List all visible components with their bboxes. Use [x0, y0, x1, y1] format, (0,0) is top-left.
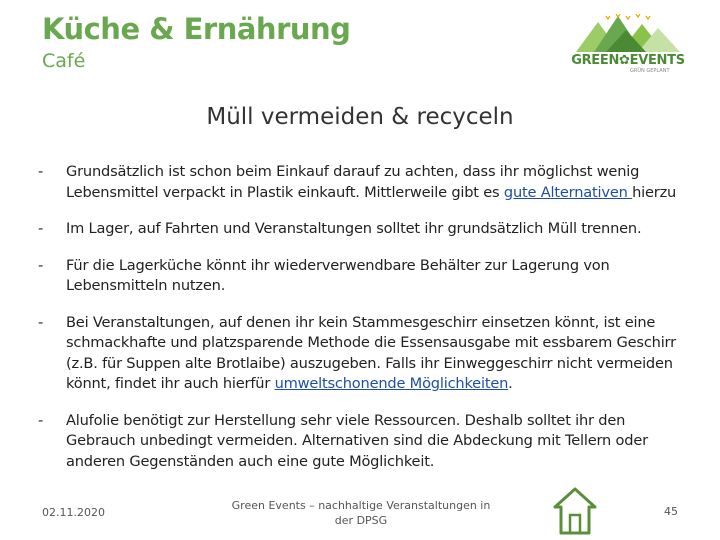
bullet-dash: - — [38, 163, 44, 180]
bullet-dash: - — [38, 411, 44, 429]
bullet-text-end: hierzu — [632, 183, 677, 201]
green-events-logo — [556, 14, 696, 76]
link-umweltschonende-moeglichkeiten[interactable]: umweltschonende Möglichkeiten — [274, 375, 509, 392]
page-subtitle: Café — [42, 50, 86, 72]
slide-heading: Müll vermeiden & recyceln — [206, 104, 514, 130]
page-title: Küche & Ernährung — [42, 12, 351, 46]
bullet-item — [38, 411, 678, 473]
bullet-item — [38, 162, 678, 203]
bullet-text: Alufolie benötigt zur Herstellung sehr viele Ressourcen. Deshalb solltet ihr den Gebrauch unbedingt vermeiden. Alternativen sind die Abdeckung mit Tellern oder anderen Gegenständen auch eine gute Möglichkeit. — [66, 411, 648, 470]
link-gute-alternativen[interactable]: gute Alternativen — [503, 183, 633, 201]
logo-wordmark: GREEN✿EVENTS — [571, 53, 685, 68]
mountains-logo-icon — [576, 14, 680, 52]
page-number: 45 — [664, 505, 678, 518]
bullet-dash: - — [38, 220, 44, 237]
footer-text: Green Events – nachhaltige Veranstaltungen in der DPSG — [231, 499, 491, 527]
bullet-text: Grundsätzlich ist schon beim Einkauf darauf zu achten, dass ihr möglichst wenig Lebensmittel verpackt in Plastik einkauft. Mittlerweile gibt es — [66, 163, 640, 201]
bullet-item — [38, 256, 678, 297]
bullet-item — [38, 313, 678, 395]
bullet-text: Bei Veranstaltungen, auf denen ihr kein Stammesgeschirr einsetzen könnt, ist eine schmackhafte und platzsparende Methode die Essensausgabe mit essbarem Geschirr (z.B. für Suppen alte Brotlaibe) auszugeben. Falls ihr Einweggeschirr nicht vermeiden könnt, findet ihr auch hierfür — [66, 313, 676, 392]
bullet-text-end: . — [508, 375, 513, 392]
bullet-dash: - — [38, 313, 44, 331]
bullet-text: Für die Lagerküche könnt ihr wiederverwendbare Behälter zur Lagerung von Lebensmitteln nutzen. — [66, 256, 610, 294]
bullet-text: Im Lager, auf Fahrten und Veranstaltungen solltet ihr grundsätzlich Müll trennen. — [66, 220, 642, 237]
footer-date: 02.11.2020 — [42, 506, 105, 519]
bullet-dash: - — [38, 256, 44, 274]
bullet-item — [38, 219, 678, 240]
logo-tagline: GRÜN GEPLANT — [630, 68, 670, 74]
bullet-list — [38, 162, 678, 488]
home-icon[interactable] — [553, 487, 597, 540]
